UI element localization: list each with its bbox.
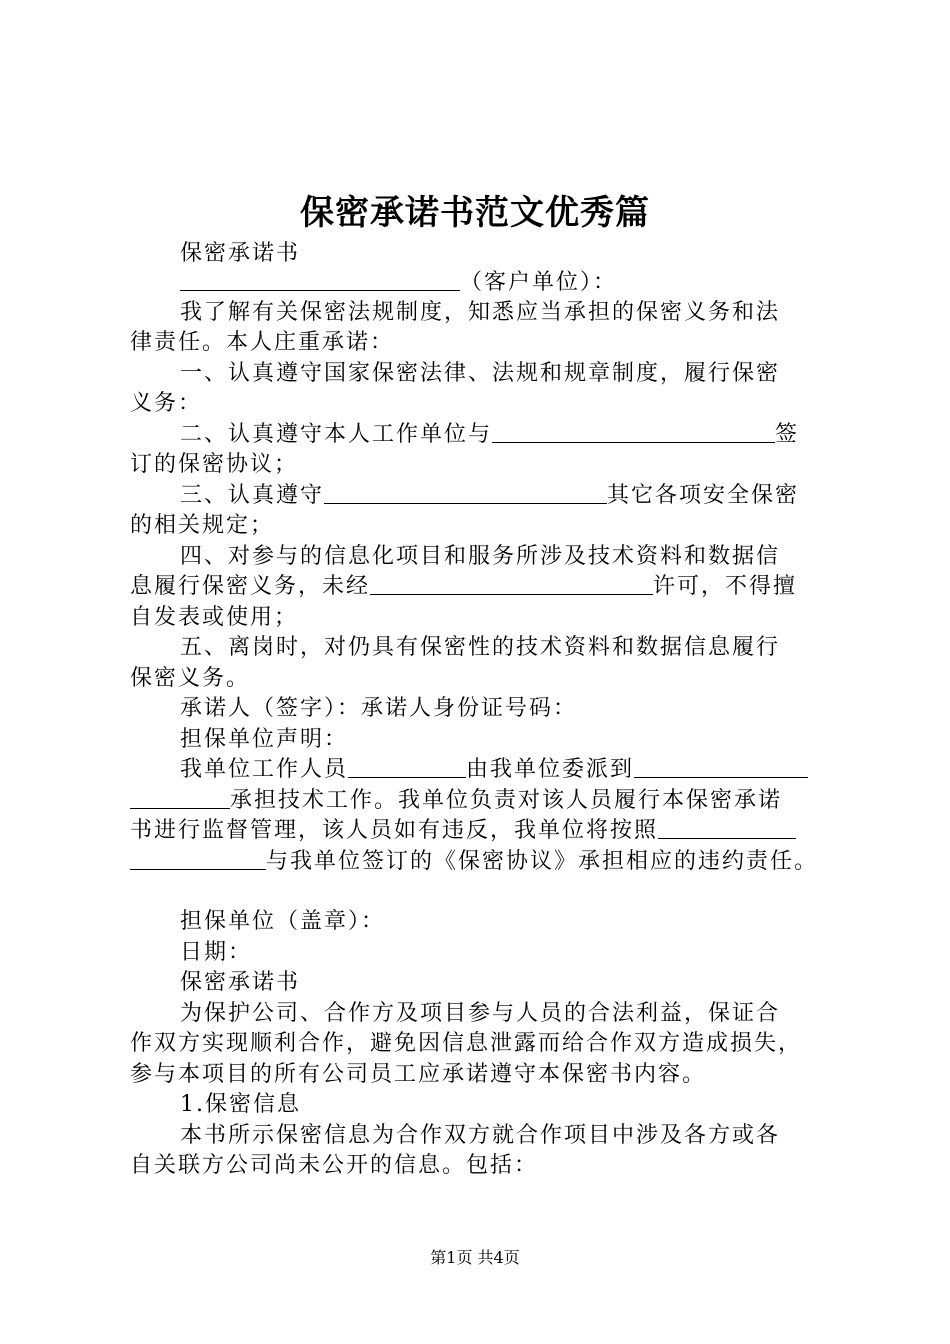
text-line: 保密承诺书 [180,241,301,266]
text-line: 四、对参与的信息化项目和服务所涉及技术资料和数据信 [180,544,781,569]
text-line: 三、认真遵守 其它各项安全保密 [180,483,800,508]
text-line: 担保单位声明： [180,727,349,752]
fill-blank [634,757,808,778]
text-line: 承担技术工作。我单位负责对该人员履行本保密承诺 [130,786,835,816]
text-line: 日期： [180,940,253,965]
text-line: 义务： [130,391,203,416]
fill-blank [130,849,266,870]
text-line: 作双方实现顺利合作，避免因信息泄露而给合作双方造成损失， [130,1031,803,1056]
text-line: 订的保密协议； [130,452,299,477]
text-line: 本书所示保密信息为合作双方就合作项目中涉及各方或各 [180,1123,781,1148]
fill-blank [130,788,230,809]
text-line: 保密义务。 [130,666,251,691]
text-line: 我了解有关保密法规制度，知悉应当承担的保密义务和法 [180,300,781,325]
text-line: 书进行监督管理，该人员如有违反，我单位将按照 [130,816,835,846]
text-line: （客户单位）： [180,268,835,298]
text-line: 参与本项目的所有公司员工应承诺遵守本保密书内容。 [130,1062,707,1087]
text-line: 承诺人（签字）：承诺人身份证号码： [180,696,578,721]
text-line: 的相关规定； [130,513,275,538]
text-line: 息履行保密义务，未经 许可，不得擅 [130,574,798,599]
text-line: 与我单位签订的《保密协议》承担相应的违约责任。 [130,847,835,877]
text-line: 一、认真遵守国家保密法律、法规和规章制度，履行保密 [180,361,781,386]
fill-blank [348,757,466,778]
text-line: 担保单位（盖章）： [180,909,386,934]
fill-blank [324,483,607,504]
text-line: 1.保密信息 [180,1092,301,1117]
fill-blank [370,574,653,595]
text-line: 五、离岗时，对仍具有保密性的技术资料和数据信息履行 [180,635,781,660]
fill-blank [492,422,775,443]
text-line: 律责任。本人庄重承诺： [130,330,395,355]
text-line: 自发表或使用； [130,605,299,630]
text-line: 二、认真遵守本人工作单位与 签 [180,422,800,447]
text-line: 保密承诺书 [180,970,301,995]
text-line: 为保护公司、合作方及项目参与人员的合法利益，保证合 [180,1001,781,1026]
page-footer: 第1页 共4页 [430,1248,520,1267]
text-line: 我单位工作人员 由我单位委派到 [180,755,835,785]
text-line: 自关联方公司尚未公开的信息。包括： [130,1153,539,1178]
document-title: 保密承诺书范文优秀篇 [300,193,650,233]
fill-blank [180,270,460,291]
fill-blank [658,818,796,839]
